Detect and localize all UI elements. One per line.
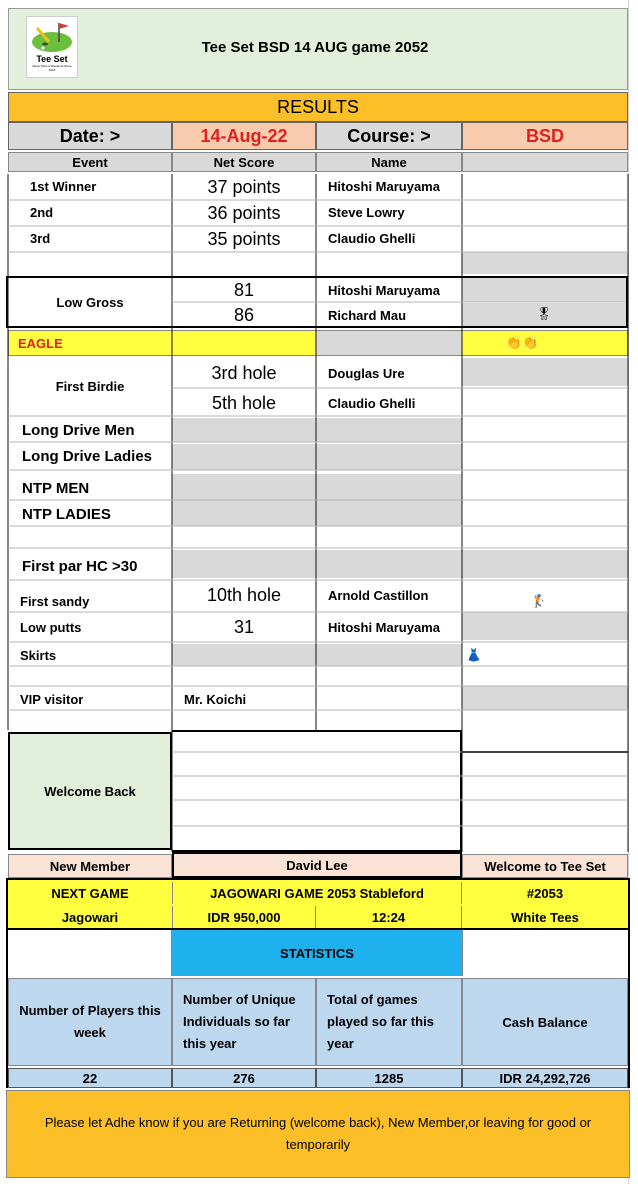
winner-3-score: 35 points	[207, 228, 281, 249]
stats-value-unique: 276	[172, 1068, 316, 1088]
first-par-cell-2	[316, 550, 462, 578]
first-birdie-label: First Birdie	[55, 378, 125, 394]
footer-note: Please let Adhe know if you are Returning (welcome back), New Member,or leaving for good or temporarily	[6, 1090, 630, 1178]
birdie-cell-1	[462, 358, 628, 386]
ntp-ladies-label: NTP LADIES	[22, 505, 111, 523]
stats-value-games: 1285	[316, 1068, 462, 1088]
next-game-number: #2053	[526, 885, 564, 901]
eagle-name-cell	[316, 331, 462, 355]
low-gross-cell-1	[462, 278, 626, 302]
golfer-icon: 🏌	[531, 593, 547, 608]
low-putts-name: Hitoshi Maruyama	[328, 619, 440, 635]
clapping-icon: 👏👏	[505, 335, 539, 350]
stats-blank-right	[462, 930, 628, 976]
low-putts-label: Low putts	[20, 619, 82, 635]
birdie-name-1: Douglas Ure	[328, 365, 405, 381]
stats-header-players: Number of Players this week	[8, 978, 172, 1066]
skirts-label: Skirts	[20, 647, 57, 663]
winner-2-event: 2nd	[30, 204, 54, 220]
winner-3-event: 3rd	[30, 230, 51, 246]
next-game-title: JAGOWARI GAME 2053 Stableford	[172, 882, 462, 904]
long-drive-ladies-cell	[172, 444, 462, 470]
winner-1-name: Hitoshi Maruyama	[328, 178, 440, 194]
ntp-men-cell	[172, 474, 462, 500]
col-net-score: Net Score	[172, 152, 316, 172]
vip-cell	[462, 686, 628, 710]
winner-1-event: 1st Winner	[30, 178, 97, 194]
tee-set-logo	[26, 16, 78, 78]
medal-icon: 🎖	[462, 303, 626, 326]
winner-3-name: Claudio Ghelli	[328, 230, 416, 246]
low-gross-score-2: 86	[233, 304, 255, 325]
new-member-note: Welcome to Tee Set	[462, 854, 628, 878]
long-drive-ladies-label: Long Drive Ladies	[22, 447, 153, 465]
stats-header-cash: Cash Balance	[462, 978, 628, 1066]
course-label: Course: >	[316, 122, 462, 150]
eagle-label: EAGLE	[18, 335, 63, 351]
winner-1-score: 37 points	[207, 176, 281, 197]
low-gross-name-2: Richard Mau	[328, 307, 407, 323]
statistics-title: STATISTICS	[172, 930, 462, 976]
low-putts-score: 31	[233, 616, 255, 637]
vip-label: VIP visitor	[20, 691, 84, 707]
low-gross-label: Low Gross	[56, 294, 124, 310]
first-par-label: First par HC >30	[22, 557, 138, 575]
next-game-fee: IDR 950,000	[172, 906, 316, 928]
welcome-back-label: Welcome Back	[8, 732, 172, 850]
low-putts-cell	[462, 612, 628, 640]
next-game-tees: White Tees	[511, 909, 579, 925]
logo-subtext: Never Miss a Weekend Since 2018	[32, 64, 72, 72]
logo-text: Tee Set	[36, 54, 68, 64]
new-member-name: David Lee	[172, 852, 462, 878]
col-event: Event	[8, 152, 172, 172]
stats-value-cash: IDR 24,292,726	[462, 1068, 628, 1088]
col-name: Name	[316, 152, 462, 172]
results-title: RESULTS	[8, 92, 628, 122]
next-game-label: NEXT GAME	[51, 885, 129, 901]
stats-value-players: 22	[8, 1068, 172, 1088]
date-label: Date: >	[8, 122, 172, 150]
long-drive-men-label: Long Drive Men	[22, 421, 135, 439]
stats-header-games: Total of games played so far this year	[316, 978, 462, 1066]
winner-2-score: 36 points	[207, 202, 281, 223]
birdie-hole-1: 3rd hole	[211, 362, 277, 383]
vip-name: Mr. Koichi	[184, 691, 247, 707]
long-drive-men-cell	[172, 418, 462, 442]
first-sandy-label: First sandy	[20, 593, 90, 609]
first-par-cell-3	[462, 550, 628, 578]
first-sandy-hole: 10th hole	[206, 584, 282, 605]
low-gross-score-1: 81	[233, 279, 255, 300]
skirts-cell	[172, 644, 462, 666]
golf-flag-icon	[29, 20, 75, 54]
birdie-name-2: Claudio Ghelli	[328, 395, 416, 411]
dress-icon: 👗	[466, 647, 482, 662]
ntp-ladies-cell	[172, 500, 462, 526]
welcome-back-box	[172, 730, 462, 852]
stats-blank-left	[8, 930, 172, 976]
birdie-hole-2: 5th hole	[211, 392, 277, 413]
next-game-venue: Jagowari	[61, 909, 119, 925]
winner-2-name: Steve Lowry	[328, 204, 405, 220]
low-gross-name-1: Hitoshi Maruyama	[328, 282, 440, 298]
new-member-label: New Member	[8, 854, 172, 878]
date-value: 14-Aug-22	[172, 122, 316, 150]
ntp-men-label: NTP MEN	[22, 479, 90, 497]
course-value: BSD	[462, 122, 628, 150]
col-blank	[462, 152, 628, 172]
page-title: Tee Set BSD 14 AUG game 2052	[201, 38, 429, 56]
first-sandy-name: Arnold Castillon	[328, 587, 429, 603]
first-par-cell-1	[172, 550, 316, 578]
stats-header-unique: Number of Unique Individuals so far this year	[172, 978, 316, 1066]
next-game-time: 12:24	[316, 906, 462, 928]
empty-gray-cell	[462, 252, 628, 274]
